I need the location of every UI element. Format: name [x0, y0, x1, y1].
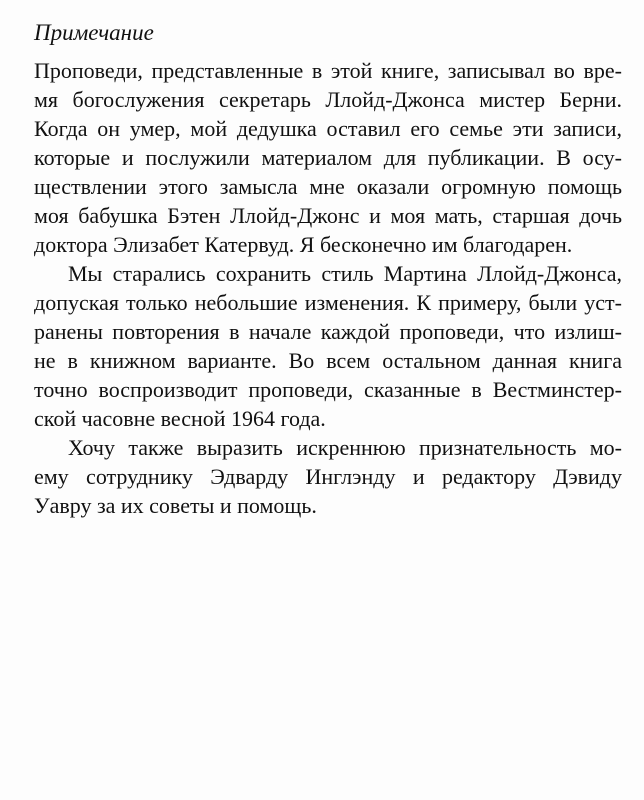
text-line: моя бабушка Бэтен Ллойд-Джонс и моя мать, старшая дочь — [34, 203, 622, 228]
text-line: которые и послужили материалом для публикации. В осу- — [34, 145, 622, 170]
text-line: доктора Элизабет Катервуд. Я бесконечно им благодарен. — [34, 232, 573, 257]
text-line: Уавру за их советы и помощь. — [34, 493, 317, 518]
text-line: ской часовне весной 1964 года. — [34, 406, 326, 431]
text-line: Мы старались сохранить стиль Мартина Ллойд-Джонса, — [68, 261, 622, 286]
text-line: допуская только небольшие изменения. К примеру, были уст- — [34, 290, 622, 315]
text-line: точно воспроизводит проповеди, сказанные в Вестминстер- — [34, 377, 622, 402]
text-line: ему сотруднику Эдварду Инглэнду и редактору Дэвиду — [34, 464, 622, 489]
text-line: Когда он умер, мой дедушка оставил его семье эти записи, — [34, 116, 622, 141]
text-line: ранены повторения в начале каждой проповеди, что излиш- — [34, 319, 622, 344]
text-line: Хочу также выразить искреннюю признательность мо- — [68, 435, 622, 460]
text-line: Проповеди, представленные в этой книге, записывал во вре- — [34, 58, 622, 83]
text-line: ществлении этого замысла мне оказали огромную помощь — [34, 174, 622, 199]
section-heading: Примечание — [34, 20, 154, 45]
text-line: не в книжном варианте. Во всем остальном данная книга — [34, 348, 622, 373]
text-line: мя богослужения секретарь Ллойд-Джонса мистер Берни. — [34, 87, 622, 112]
